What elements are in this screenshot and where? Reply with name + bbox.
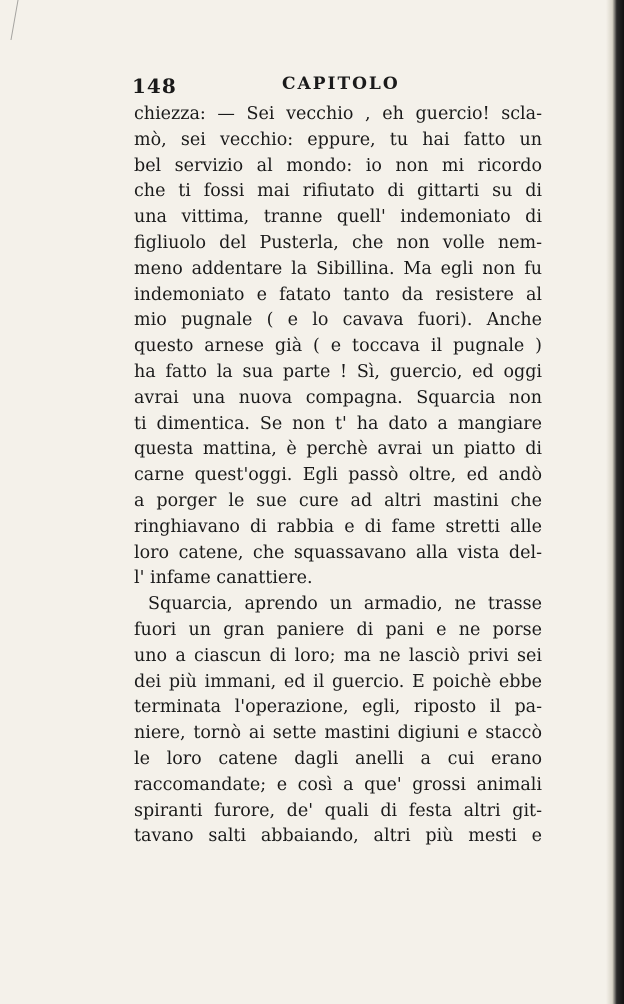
text-line: mio pugnale ( e lo cavava fuori). Anche [134, 310, 542, 331]
text-line: ringhiavano di rabbia e di fame stretti alle [134, 516, 542, 537]
text-line: le loro catene dagli anelli a cui erano [134, 748, 542, 769]
text-line: terminata l'operazione, egli, riposto il pa- [134, 697, 542, 718]
text-line: a porger le sue cure ad altri mastini che [134, 490, 542, 511]
text-line: questo arnese già ( e toccava il pugnale ) [134, 336, 542, 357]
text-line: spiranti furore, de' quali di festa altri git- [134, 800, 542, 821]
body-text [134, 102, 542, 850]
text-line: Squarcia, aprendo un armadio, ne trasse [148, 594, 542, 615]
text-line: avrai una nuova compagna. Squarcia non [134, 387, 542, 408]
text-line: questa mattina, è perchè avrai un piatto di [134, 439, 542, 460]
text-line: meno addentare la Sibillina. Ma egli non fu [134, 258, 542, 279]
text-line: loro catene, che squassavano alla vista del- [134, 542, 542, 563]
page-number: 148 [132, 74, 177, 98]
page-header [132, 74, 542, 96]
running-title: CAPITOLO [282, 74, 400, 94]
text-line: che ti fossi mai rifiutato di gittarti su di [134, 181, 542, 202]
text-line: bel servizio al mondo: io non mi ricordo [134, 155, 542, 176]
text-line: fuori un gran paniere di pani e ne porse [134, 619, 542, 640]
text-line: una vittima, tranne quell' indemoniato di [134, 207, 542, 228]
text-line: l' infame canattiere. [134, 568, 313, 589]
text-line: uno a ciascun di loro; ma ne lasciò privi sei [134, 645, 542, 666]
text-line: carne quest'oggi. Egli passò oltre, ed andò [134, 465, 542, 486]
text-line: indemoniato e fatato tanto da resistere al [134, 284, 542, 305]
text-line: tavano salti abbaiando, altri più mesti e [134, 826, 542, 847]
text-line-1 [134, 102, 542, 128]
text-line: ha fatto la sua parte ! Sì, guercio, ed oggi [134, 361, 542, 382]
text-line: figliuolo del Pusterla, che non volle nem- [134, 232, 542, 253]
text-fragment: chiezza: — Sei vecchio , eh guercio! scla- [134, 104, 542, 124]
page-corner-mark [0, 0, 19, 40]
text-line: ti dimentica. Se non t' ha dato a mangiare [134, 413, 542, 434]
text-line: dei più immani, ed il guercio. E poichè ebbe [134, 671, 542, 692]
page-edge-shadow [606, 0, 624, 1004]
text-line: mò, sei vecchio: eppure, tu hai fatto un [134, 129, 542, 150]
text-line: niere, tornò ai sette mastini digiuni e staccò [134, 723, 542, 744]
text-line: raccomandate; e così a que' grossi animali [134, 774, 542, 795]
